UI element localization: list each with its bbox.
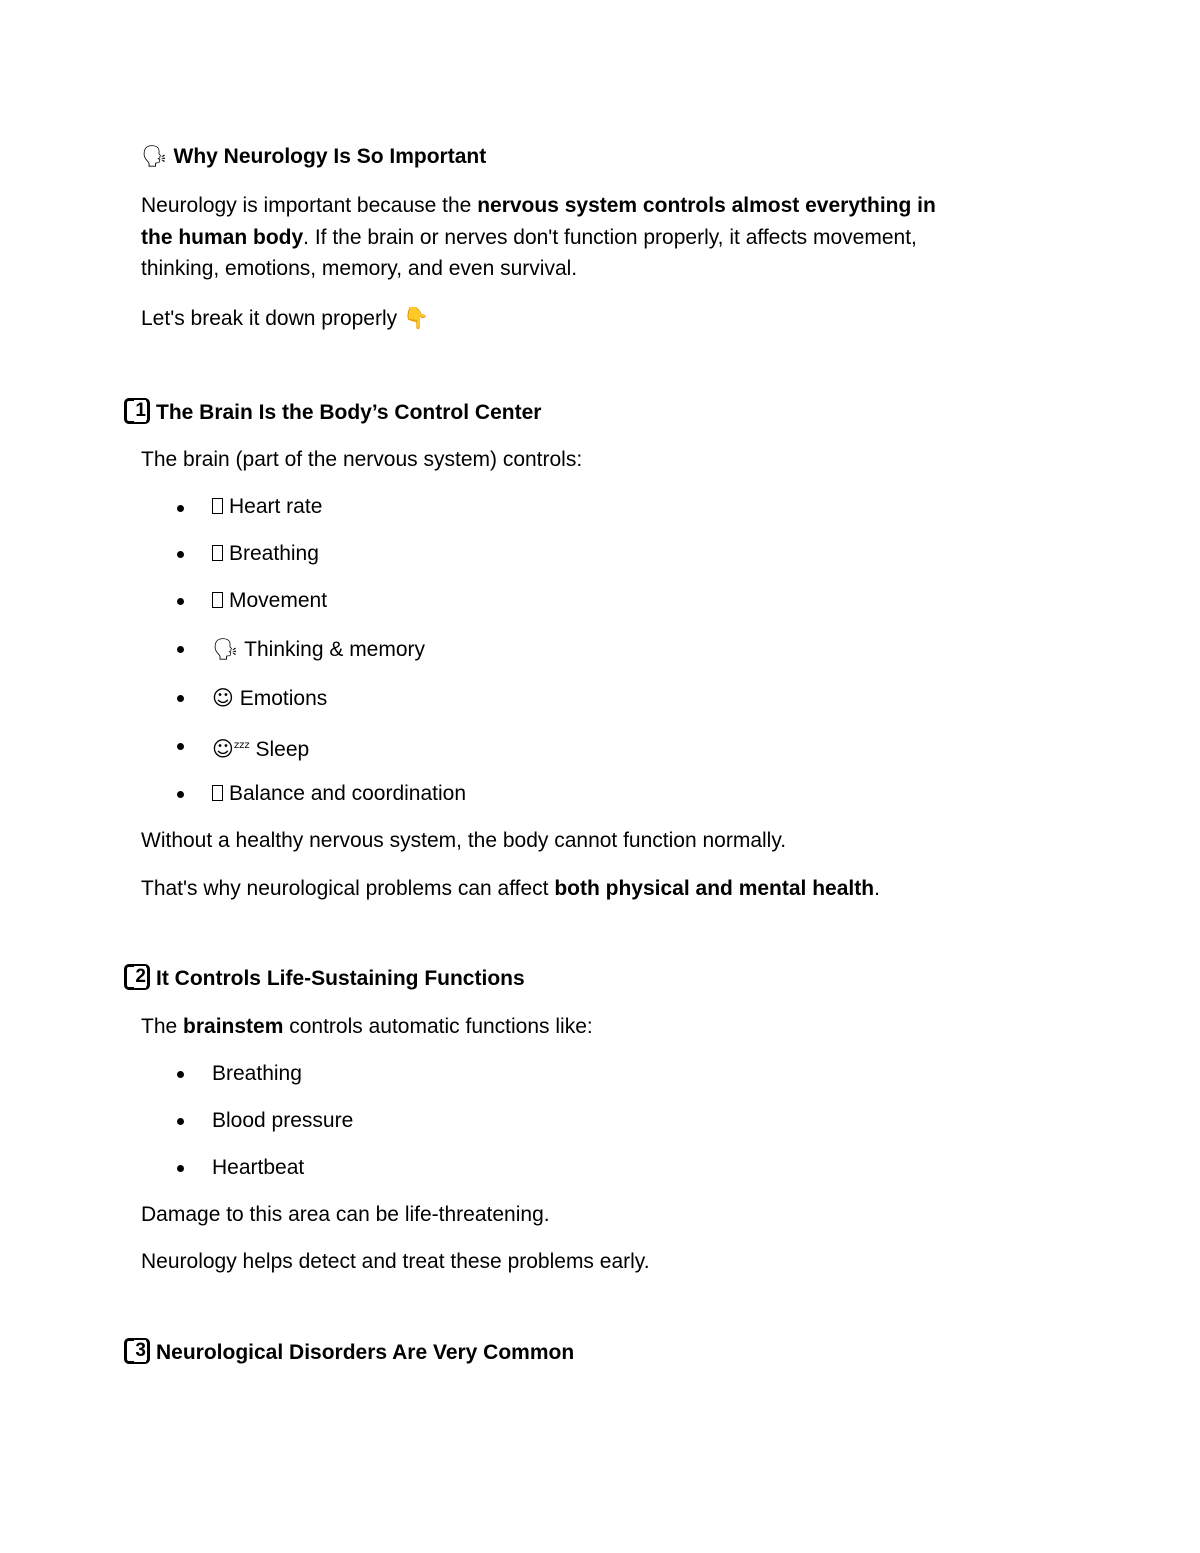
section1-after-1: Without a healthy nervous system, the body cannot function normally. [141,829,787,852]
keycap-number-icon: 2 [124,964,150,990]
list-item: Balance and coordination [212,781,466,807]
intro-paragraph-line-1 [141,193,936,219]
section2-lead: The brainstem controls automatic functions like: [141,1015,593,1038]
intro-paragraph-line-3 [141,256,577,282]
intro-bold-text-2: the human body [141,226,304,249]
keycap-number-icon: 3 [124,1338,150,1364]
keycap-number-icon: 1 [124,398,150,424]
list-item: ☺$^{zzz}$ Sleep [212,737,310,761]
missing-glyph-icon [212,545,223,561]
bullet-icon [177,1165,184,1172]
list-item: 🗣 Thinking & memory [212,637,426,661]
section3-title: Neurological Disorders Are Very Common [156,1341,575,1364]
section1-lead: The brain (part of the nervous system) controls: [141,448,583,471]
breakdown-text: Let's break it down properly [141,307,398,330]
bullet-icon [177,505,184,512]
list-item: Breathing [212,1062,302,1085]
list-item: Blood pressure [212,1109,354,1132]
missing-glyph-icon [212,785,223,801]
intro-heading [141,143,486,170]
brain-icon: 🗣 [141,144,168,168]
section2-after-2: Neurology helps detect and treat these problems early. [141,1250,650,1273]
section2-after-1: Damage to this area can be life-threatening. [141,1203,550,1226]
section1-after-2: That's why neurological problems can affect both physical and mental health. [141,877,880,900]
bullet-icon [177,598,184,605]
list-item: Movement [212,588,327,614]
intro-bold-text: nervous system controls almost everything in [477,194,936,217]
section3-heading [124,1338,574,1366]
smiling-face-icon: ☺ [212,686,234,710]
section1-title: The Brain Is the Body’s Control Center [156,401,542,424]
bullet-icon [177,791,184,798]
list-item: Heartbeat [212,1156,305,1179]
bullet-icon [177,743,184,750]
missing-glyph-icon [212,592,223,608]
section2-title: It Controls Life-Sustaining Functions [156,967,525,990]
bullet-icon [177,551,184,558]
intro-title: Why Neurology Is So Important [173,145,487,168]
list-item: Heart rate [212,494,322,520]
list-item: Breathing [212,541,319,567]
brain-icon: 🗣 [212,637,239,661]
section1-heading [124,398,541,426]
bullet-icon [177,1071,184,1078]
intro-text-2: . If the brain or nerves don't function properly, it affects movement, [303,226,917,249]
bullet-icon [177,646,184,653]
intro-text: Neurology is important because the [141,194,478,217]
list-item: ☺ Emotions [212,686,328,710]
pointing-down-icon: 👇 [403,306,430,330]
section2-heading [124,964,525,992]
sleeping-face-icon: ☺$^{zzz}$ [212,737,250,761]
intro-paragraph-line-2 [141,225,917,251]
intro-breakdown [141,305,429,332]
bullet-icon [177,1118,184,1125]
intro-text-3: thinking, emotions, memory, and even survival. [141,257,578,280]
missing-glyph-icon [212,498,223,514]
bullet-icon [177,695,184,702]
